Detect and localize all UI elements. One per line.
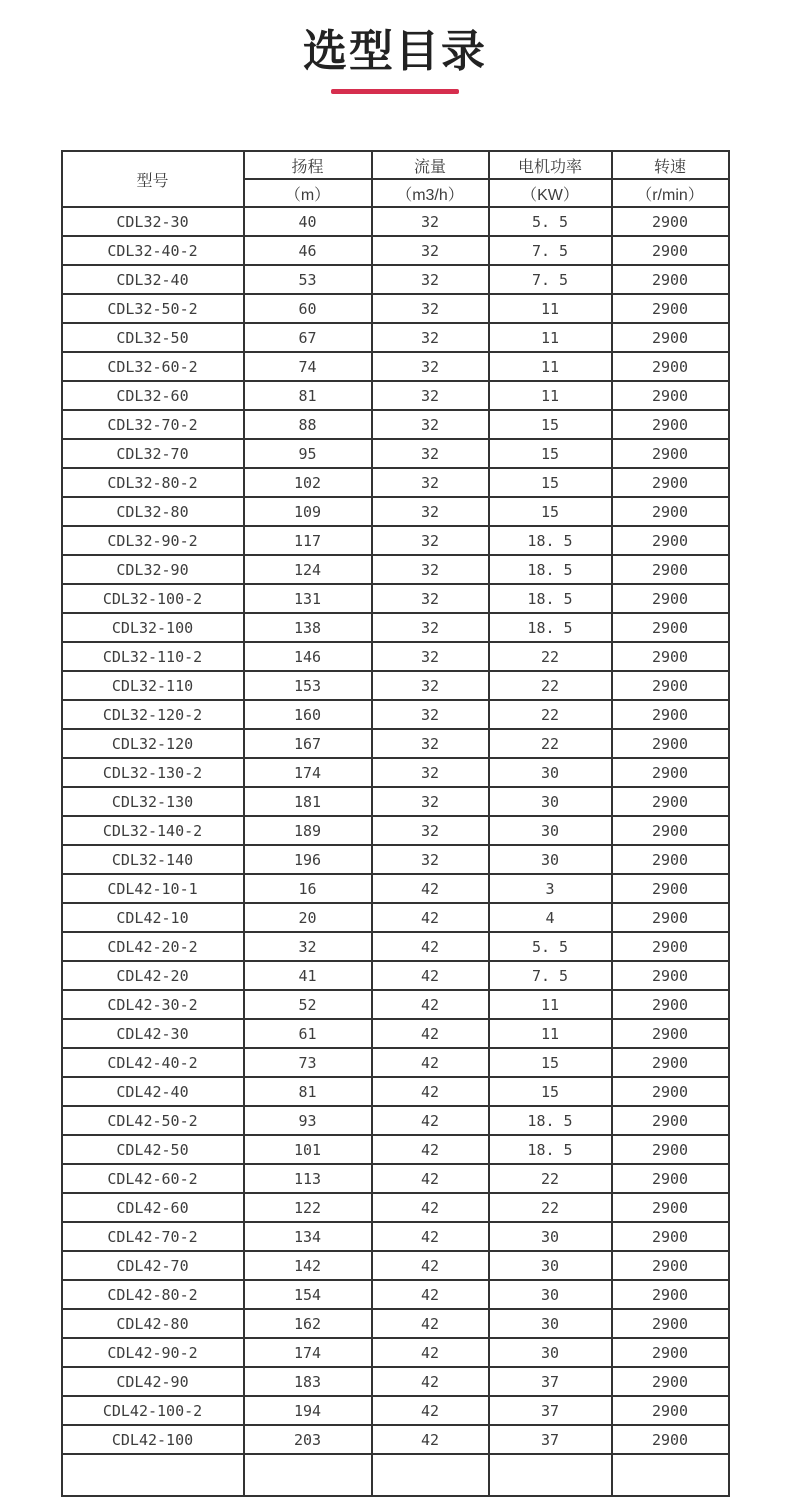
model-cell: CDL42-20-2 [62,932,244,961]
value-cell: 32 [372,758,489,787]
value-cell: 2900 [612,497,729,526]
value-cell: 5. 5 [489,932,612,961]
model-cell: CDL42-90-2 [62,1338,244,1367]
value-cell: 60 [244,294,372,323]
value-cell: 2900 [612,1280,729,1309]
value-cell: 2900 [612,381,729,410]
value-cell: 32 [372,497,489,526]
table-row [62,526,729,555]
value-cell: 167 [244,729,372,758]
model-cell: CDL42-80-2 [62,1280,244,1309]
model-cell: CDL42-40-2 [62,1048,244,1077]
value-cell: 2900 [612,1048,729,1077]
table-row [62,439,729,468]
value-cell: 37 [489,1367,612,1396]
table-row [62,555,729,584]
col-unit-flow: （m3/h） [372,179,489,207]
model-cell: CDL42-50 [62,1135,244,1164]
table-row [62,874,729,903]
value-cell: 181 [244,787,372,816]
model-cell: CDL32-110 [62,671,244,700]
value-cell: 113 [244,1164,372,1193]
table-row [62,932,729,961]
empty-cell [612,1454,729,1496]
value-cell: 32 [372,352,489,381]
value-cell: 2900 [612,903,729,932]
value-cell: 30 [489,758,612,787]
value-cell: 81 [244,381,372,410]
value-cell: 2900 [612,1193,729,1222]
value-cell: 42 [372,1019,489,1048]
table-row [62,1367,729,1396]
value-cell: 11 [489,294,612,323]
value-cell: 7. 5 [489,236,612,265]
table-row [62,410,729,439]
value-cell: 42 [372,1367,489,1396]
value-cell: 32 [372,555,489,584]
value-cell: 32 [372,729,489,758]
value-cell: 2900 [612,526,729,555]
value-cell: 32 [372,381,489,410]
value-cell: 32 [372,323,489,352]
value-cell: 122 [244,1193,372,1222]
value-cell: 2900 [612,613,729,642]
table-row [62,1106,729,1135]
value-cell: 32 [372,207,489,236]
table-row [62,1309,729,1338]
value-cell: 2900 [612,932,729,961]
value-cell: 7. 5 [489,961,612,990]
model-cell: CDL42-10-1 [62,874,244,903]
value-cell: 42 [372,1280,489,1309]
value-cell: 134 [244,1222,372,1251]
value-cell: 11 [489,1019,612,1048]
value-cell: 142 [244,1251,372,1280]
value-cell: 2900 [612,1106,729,1135]
table-row [62,700,729,729]
value-cell: 109 [244,497,372,526]
selection-table [61,150,730,1497]
model-cell: CDL32-90-2 [62,526,244,555]
table-body [62,207,729,1496]
table-row [62,468,729,497]
table-row [62,1280,729,1309]
value-cell: 7. 5 [489,265,612,294]
table-row [62,236,729,265]
col-unit-speed: （r/min） [612,179,729,207]
value-cell: 18. 5 [489,526,612,555]
value-cell: 2900 [612,584,729,613]
value-cell: 102 [244,468,372,497]
value-cell: 22 [489,1193,612,1222]
value-cell: 2900 [612,294,729,323]
value-cell: 42 [372,903,489,932]
value-cell: 153 [244,671,372,700]
header-row-labels [62,151,729,179]
table-row [62,990,729,1019]
table-row [62,816,729,845]
value-cell: 174 [244,758,372,787]
table-row [62,1135,729,1164]
value-cell: 32 [372,265,489,294]
model-cell: CDL42-60-2 [62,1164,244,1193]
value-cell: 32 [372,236,489,265]
value-cell: 2900 [612,1367,729,1396]
value-cell: 32 [372,410,489,439]
model-cell: CDL32-70-2 [62,410,244,439]
table-row [62,584,729,613]
value-cell: 73 [244,1048,372,1077]
value-cell: 74 [244,352,372,381]
value-cell: 15 [489,468,612,497]
value-cell: 117 [244,526,372,555]
value-cell: 67 [244,323,372,352]
col-unit-motor-power: （KW） [489,179,612,207]
value-cell: 11 [489,323,612,352]
value-cell: 32 [372,671,489,700]
value-cell: 32 [372,439,489,468]
value-cell: 2900 [612,439,729,468]
model-cell: CDL42-10 [62,903,244,932]
table-row [62,758,729,787]
model-cell: CDL42-50-2 [62,1106,244,1135]
value-cell: 2900 [612,323,729,352]
value-cell: 42 [372,1425,489,1454]
value-cell: 196 [244,845,372,874]
value-cell: 46 [244,236,372,265]
value-cell: 124 [244,555,372,584]
model-cell: CDL42-70-2 [62,1222,244,1251]
value-cell: 2900 [612,410,729,439]
model-cell: CDL32-80-2 [62,468,244,497]
value-cell: 30 [489,1338,612,1367]
value-cell: 42 [372,1338,489,1367]
value-cell: 42 [372,1396,489,1425]
table-row [62,845,729,874]
table-header [62,151,729,207]
value-cell: 37 [489,1396,612,1425]
value-cell: 101 [244,1135,372,1164]
value-cell: 2900 [612,1019,729,1048]
value-cell: 32 [372,526,489,555]
model-cell: CDL32-120 [62,729,244,758]
title-underline [331,89,459,94]
col-header-flow: 流量 [372,151,489,179]
value-cell: 30 [489,1309,612,1338]
table-row [62,613,729,642]
value-cell: 22 [489,642,612,671]
value-cell: 15 [489,439,612,468]
model-cell: CDL32-60 [62,381,244,410]
value-cell: 30 [489,1251,612,1280]
value-cell: 18. 5 [489,555,612,584]
value-cell: 146 [244,642,372,671]
value-cell: 2900 [612,816,729,845]
model-cell: CDL32-130-2 [62,758,244,787]
table-row [62,642,729,671]
value-cell: 30 [489,1280,612,1309]
table-row [62,294,729,323]
model-cell: CDL32-50-2 [62,294,244,323]
table-row [62,497,729,526]
value-cell: 22 [489,1164,612,1193]
table-row [62,671,729,700]
value-cell: 22 [489,700,612,729]
value-cell: 4 [489,903,612,932]
model-cell: CDL42-40 [62,1077,244,1106]
col-header-model: 型号 [62,151,244,207]
model-cell: CDL32-100 [62,613,244,642]
model-cell: CDL32-130 [62,787,244,816]
col-header-head: 扬程 [244,151,372,179]
value-cell: 2900 [612,1135,729,1164]
model-cell: CDL42-100-2 [62,1396,244,1425]
value-cell: 42 [372,1309,489,1338]
value-cell: 11 [489,352,612,381]
model-cell: CDL32-60-2 [62,352,244,381]
value-cell: 2900 [612,1309,729,1338]
value-cell: 53 [244,265,372,294]
value-cell: 2900 [612,236,729,265]
table-row [62,787,729,816]
value-cell: 93 [244,1106,372,1135]
value-cell: 15 [489,497,612,526]
value-cell: 11 [489,990,612,1019]
value-cell: 2900 [612,1077,729,1106]
value-cell: 42 [372,990,489,1019]
value-cell: 32 [372,787,489,816]
value-cell: 32 [372,700,489,729]
value-cell: 18. 5 [489,584,612,613]
value-cell: 174 [244,1338,372,1367]
empty-cell [372,1454,489,1496]
col-header-speed: 转速 [612,151,729,179]
table-row [62,1338,729,1367]
value-cell: 2900 [612,555,729,584]
value-cell: 42 [372,932,489,961]
value-cell: 22 [489,671,612,700]
model-cell: CDL32-140-2 [62,816,244,845]
table-row [62,1222,729,1251]
value-cell: 42 [372,961,489,990]
table-row [62,1077,729,1106]
value-cell: 18. 5 [489,1106,612,1135]
value-cell: 2900 [612,265,729,294]
model-cell: CDL42-80 [62,1309,244,1338]
value-cell: 154 [244,1280,372,1309]
table-row [62,729,729,758]
value-cell: 32 [372,642,489,671]
model-cell: CDL42-60 [62,1193,244,1222]
table-row [62,323,729,352]
value-cell: 2900 [612,961,729,990]
model-cell: CDL32-30 [62,207,244,236]
title-block [0,0,790,94]
empty-cell [489,1454,612,1496]
empty-cell [244,1454,372,1496]
value-cell: 2900 [612,207,729,236]
value-cell: 32 [372,468,489,497]
value-cell: 37 [489,1425,612,1454]
value-cell: 22 [489,729,612,758]
value-cell: 2900 [612,700,729,729]
model-cell: CDL32-70 [62,439,244,468]
page-title: 选型目录 [303,27,487,76]
value-cell: 15 [489,410,612,439]
model-cell: CDL32-90 [62,555,244,584]
model-cell: CDL42-100 [62,1425,244,1454]
value-cell: 2900 [612,874,729,903]
value-cell: 30 [489,787,612,816]
table-row [62,381,729,410]
table-row [62,1396,729,1425]
value-cell: 162 [244,1309,372,1338]
table-row [62,265,729,294]
table-row [62,1425,729,1454]
value-cell: 183 [244,1367,372,1396]
value-cell: 2900 [612,787,729,816]
value-cell: 2900 [612,1251,729,1280]
value-cell: 18. 5 [489,1135,612,1164]
value-cell: 30 [489,1222,612,1251]
value-cell: 32 [372,845,489,874]
value-cell: 2900 [612,1164,729,1193]
value-cell: 32 [372,816,489,845]
value-cell: 2900 [612,1396,729,1425]
table-row [62,961,729,990]
table-row [62,903,729,932]
model-cell: CDL32-100-2 [62,584,244,613]
value-cell: 5. 5 [489,207,612,236]
value-cell: 15 [489,1077,612,1106]
value-cell: 2900 [612,1425,729,1454]
value-cell: 81 [244,1077,372,1106]
value-cell: 2900 [612,1338,729,1367]
value-cell: 32 [244,932,372,961]
value-cell: 42 [372,1193,489,1222]
value-cell: 30 [489,816,612,845]
value-cell: 42 [372,1077,489,1106]
value-cell: 32 [372,613,489,642]
empty-cell [62,1454,244,1496]
value-cell: 40 [244,207,372,236]
value-cell: 18. 5 [489,613,612,642]
value-cell: 61 [244,1019,372,1048]
value-cell: 2900 [612,671,729,700]
model-cell: CDL32-80 [62,497,244,526]
value-cell: 3 [489,874,612,903]
value-cell: 2900 [612,352,729,381]
value-cell: 52 [244,990,372,1019]
value-cell: 203 [244,1425,372,1454]
value-cell: 16 [244,874,372,903]
table-row [62,1048,729,1077]
value-cell: 160 [244,700,372,729]
value-cell: 32 [372,294,489,323]
table-row [62,1251,729,1280]
value-cell: 2900 [612,845,729,874]
value-cell: 2900 [612,1222,729,1251]
value-cell: 2900 [612,642,729,671]
model-cell: CDL42-20 [62,961,244,990]
model-cell: CDL32-140 [62,845,244,874]
model-cell: CDL32-40-2 [62,236,244,265]
value-cell: 2900 [612,468,729,497]
value-cell: 42 [372,1106,489,1135]
value-cell: 2900 [612,729,729,758]
model-cell: CDL32-50 [62,323,244,352]
value-cell: 131 [244,584,372,613]
table-row [62,1019,729,1048]
table-row [62,1193,729,1222]
model-cell: CDL32-120-2 [62,700,244,729]
table-row [62,1164,729,1193]
col-unit-head: （m） [244,179,372,207]
value-cell: 42 [372,1164,489,1193]
model-cell: CDL42-70 [62,1251,244,1280]
value-cell: 42 [372,874,489,903]
model-cell: CDL32-40 [62,265,244,294]
value-cell: 42 [372,1135,489,1164]
table-row [62,207,729,236]
value-cell: 194 [244,1396,372,1425]
model-cell: CDL42-30 [62,1019,244,1048]
value-cell: 41 [244,961,372,990]
value-cell: 32 [372,584,489,613]
value-cell: 138 [244,613,372,642]
table-row-partial [62,1454,729,1496]
value-cell: 20 [244,903,372,932]
value-cell: 189 [244,816,372,845]
value-cell: 15 [489,1048,612,1077]
value-cell: 88 [244,410,372,439]
model-cell: CDL32-110-2 [62,642,244,671]
value-cell: 11 [489,381,612,410]
value-cell: 2900 [612,990,729,1019]
value-cell: 30 [489,845,612,874]
col-header-motor-power: 电机功率 [489,151,612,179]
value-cell: 42 [372,1251,489,1280]
value-cell: 95 [244,439,372,468]
model-cell: CDL42-90 [62,1367,244,1396]
value-cell: 42 [372,1222,489,1251]
value-cell: 42 [372,1048,489,1077]
value-cell: 2900 [612,758,729,787]
table-row [62,352,729,381]
model-cell: CDL42-30-2 [62,990,244,1019]
